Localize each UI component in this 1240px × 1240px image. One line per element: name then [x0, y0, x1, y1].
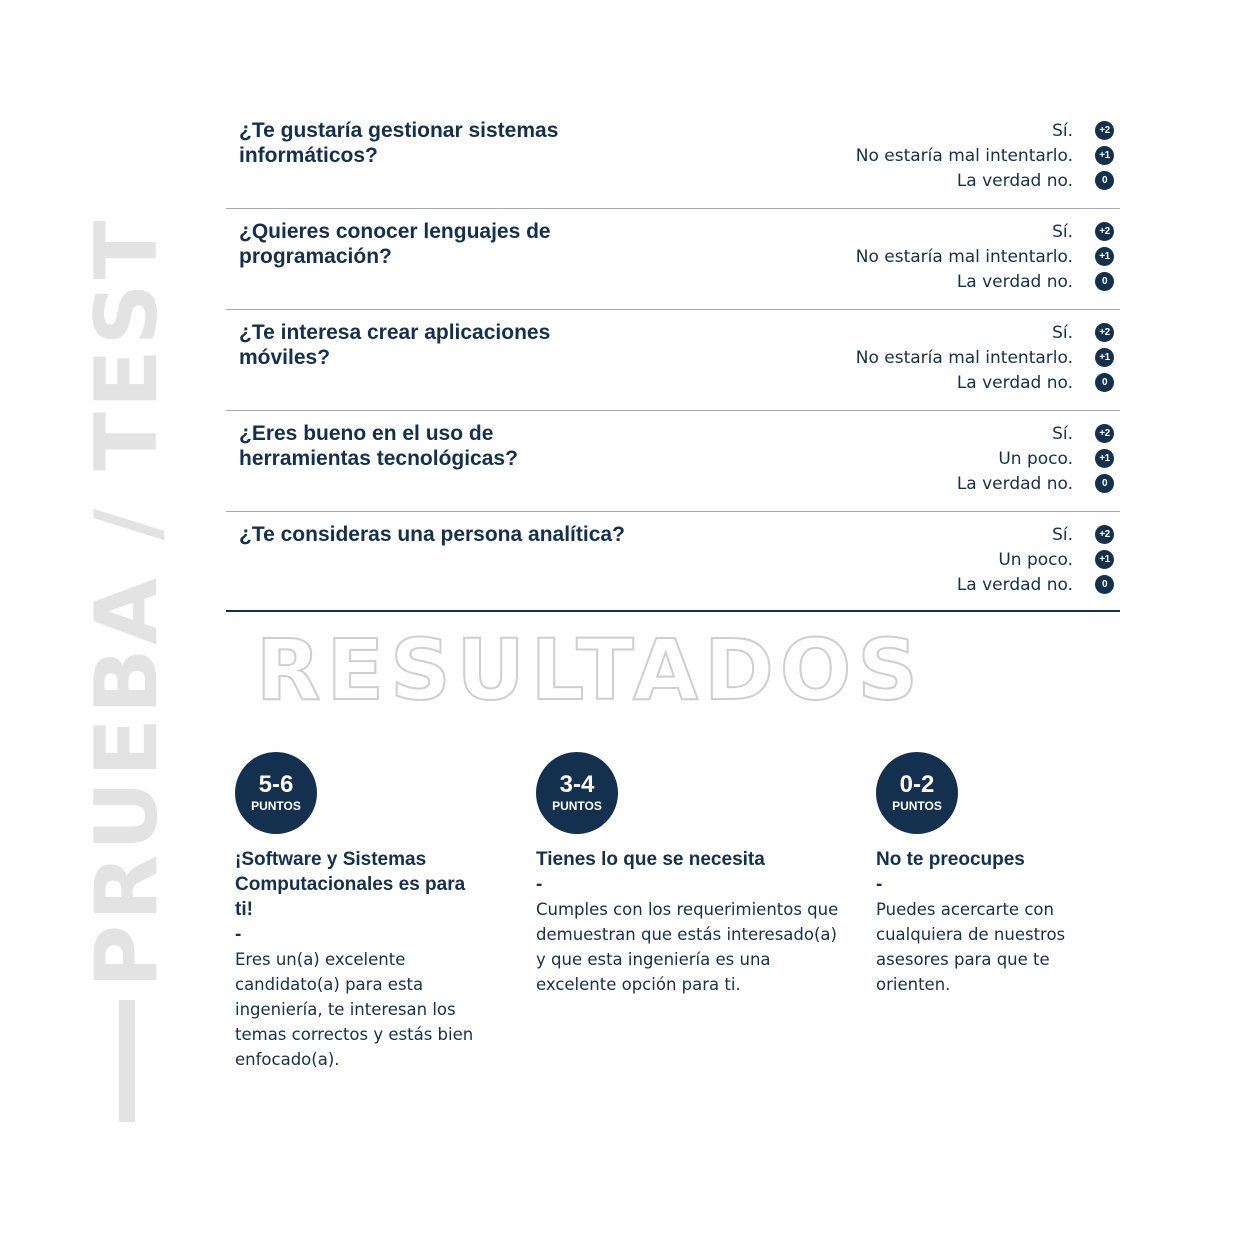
question-text: ¿Te gustaría gestionar sistemas informáticos? — [239, 119, 559, 167]
results-heading: RESULTADOS — [256, 621, 924, 719]
result-body: Cumples con los requerimientos que demuestran que estás interesado(a) y que esta ingeniería es una excelente opción para ti. — [536, 900, 839, 994]
points-badge: 0 — [1095, 373, 1114, 392]
result-title: No te preocupes — [876, 849, 1025, 870]
points-badge: +2 — [1095, 525, 1114, 544]
result-card — [235, 752, 485, 1072]
points-badge: 0 — [1095, 575, 1114, 594]
points-badge: +1 — [1095, 550, 1114, 569]
side-title-text: PRUEBA / TEST — [77, 216, 177, 988]
result-dash: - — [536, 874, 543, 895]
question-row — [226, 310, 1120, 411]
score-circle — [876, 752, 958, 834]
answer-label: La verdad no. — [956, 170, 1073, 191]
result-title: Tienes lo que se necesita — [536, 849, 765, 870]
answer-option — [856, 269, 1114, 294]
answer-label: No estaría mal intentarlo. — [855, 145, 1073, 166]
result-card — [536, 752, 841, 997]
answer-option — [856, 320, 1114, 345]
points-badge: +1 — [1095, 348, 1114, 367]
result-body: Eres un(a) excelente candidato(a) para esta ingeniería, te interesan los temas correctos y estás bien enfocado(a). — [235, 950, 474, 1069]
question-text: ¿Quieres conocer lenguajes de programación? — [239, 220, 551, 268]
answer-list — [957, 421, 1114, 496]
result-dash: - — [235, 924, 242, 945]
result-body: Puedes acercarte con cualquiera de nuestros asesores para que te orienten. — [876, 900, 1066, 994]
question-text: ¿Te interesa crear aplicaciones móviles? — [239, 321, 551, 369]
answer-label: La verdad no. — [956, 574, 1073, 595]
answer-list — [856, 320, 1114, 395]
result-title: ¡Software y Sistemas Computacionales es para ti! — [235, 849, 466, 920]
answer-option — [856, 143, 1114, 168]
answer-label: Sí. — [1052, 120, 1073, 141]
points-badge: +2 — [1095, 323, 1114, 342]
score-circle — [235, 752, 317, 834]
points-badge: +1 — [1095, 449, 1114, 468]
score-unit: PUNTOS — [892, 799, 942, 813]
question-row — [226, 411, 1120, 512]
score-range: 0-2 — [899, 771, 935, 798]
side-title — [77, 216, 177, 1122]
answer-label: No estaría mal intentarlo. — [855, 246, 1073, 267]
points-badge: +2 — [1095, 424, 1114, 443]
points-badge: 0 — [1095, 171, 1114, 190]
points-badge: 0 — [1095, 474, 1114, 493]
answer-label: La verdad no. — [956, 473, 1073, 494]
score-range: 5-6 — [258, 771, 294, 798]
answer-option — [856, 244, 1114, 269]
result-card — [876, 752, 1091, 997]
side-title-bar — [119, 1000, 135, 1122]
score-range: 3-4 — [559, 771, 595, 798]
answer-label: Un poco. — [998, 549, 1073, 570]
answer-option — [957, 471, 1114, 496]
answer-label: Un poco. — [998, 448, 1073, 469]
answer-label: La verdad no. — [956, 372, 1073, 393]
answer-option — [856, 370, 1114, 395]
answer-option — [957, 522, 1114, 547]
answer-option — [856, 168, 1114, 193]
question-text: ¿Te consideras una persona analítica? — [239, 523, 625, 546]
score-unit: PUNTOS — [251, 799, 301, 813]
answer-option — [957, 421, 1114, 446]
answer-option — [856, 345, 1114, 370]
points-badge: +2 — [1095, 121, 1114, 140]
answer-list — [856, 219, 1114, 294]
points-badge: +2 — [1095, 222, 1114, 241]
answer-label: Sí. — [1052, 423, 1073, 444]
answer-option — [957, 547, 1114, 572]
questions-list — [226, 108, 1120, 612]
answer-list — [856, 118, 1114, 193]
question-row — [226, 209, 1120, 310]
answer-label: Sí. — [1052, 322, 1073, 343]
question-text: ¿Eres bueno en el uso de herramientas tecnológicas? — [239, 422, 518, 470]
points-badge: 0 — [1095, 272, 1114, 291]
score-unit: PUNTOS — [552, 799, 602, 813]
score-circle — [536, 752, 618, 834]
answer-option — [856, 219, 1114, 244]
answer-label: No estaría mal intentarlo. — [855, 347, 1073, 368]
question-row — [226, 512, 1120, 612]
answer-option — [856, 118, 1114, 143]
question-row — [226, 108, 1120, 209]
answer-label: Sí. — [1052, 524, 1073, 545]
answer-label: La verdad no. — [956, 271, 1073, 292]
answer-list — [957, 522, 1114, 597]
answer-label: Sí. — [1052, 221, 1073, 242]
answer-option — [957, 572, 1114, 597]
points-badge: +1 — [1095, 247, 1114, 266]
answer-option — [957, 446, 1114, 471]
points-badge: +1 — [1095, 146, 1114, 165]
result-dash: - — [876, 874, 883, 895]
